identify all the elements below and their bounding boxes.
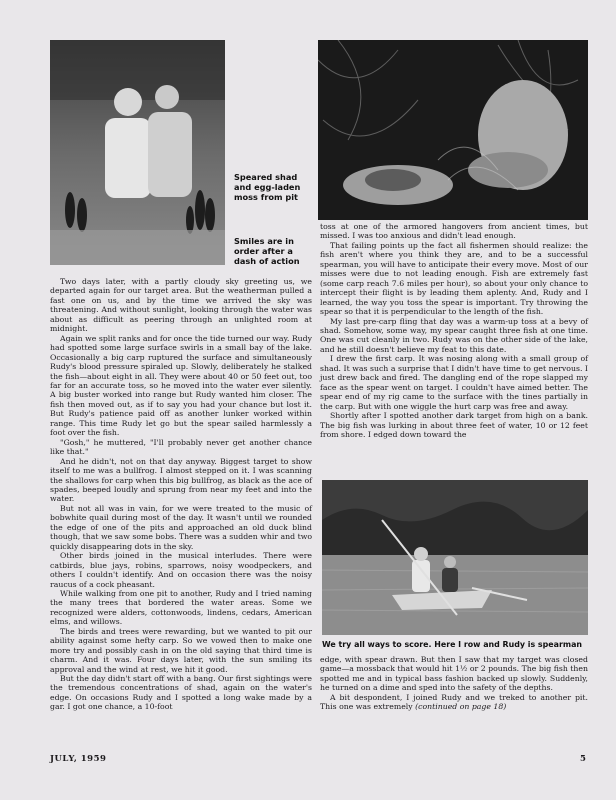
- paragraph: While walking from one pit to another, Rudy and I tried naming the many trees that bordered the water areas. Some we recognized were alders, cottonwoods, lindens, cedars, American elms, and willows.: [50, 588, 312, 627]
- photo-men-with-fish: [50, 40, 225, 265]
- article-column-right-top: [320, 222, 588, 439]
- caption-speared-shad: Speared shad and egg-laden moss from pit: [234, 172, 301, 202]
- photo-hands-with-shad: [318, 40, 588, 220]
- continued-note: (continued on page 18): [415, 702, 507, 712]
- paragraph: But not all was in vain, for we were treated to the music of bobwhite quail during most of the day. It wasn't until we rounded the edge of one of the pits and approached an old duck blind though, that we saw some bobs. There was a sudden whir and two quickly disappearing dots in the sky.: [50, 503, 312, 551]
- paragraph: toss at one of the armored hangovers from ancient times, but missed. I was too anxious and didn't lead enough.: [320, 222, 588, 241]
- paragraph: And he didn't, not on that day anyway. Biggest target to show itself to me was a bullfrog. I almost stepped on it. I was scanning the shallows for carp when this big bullfrog, as black as the ace of spades, beeped loudly and sprung from near my feet and into the water.: [50, 456, 312, 504]
- issue-date: JULY, 1959: [50, 754, 107, 764]
- paragraph: My last pre-carp fling that day was a warm-up toss at a bevy of shad. Somehow, some way, my spear caught three fish at one time. One was cut cleanly in two. Rudy was on the other side of the lake, and he still doesn't believe my feat to this date.: [320, 316, 588, 354]
- photo-boat-rowing: [322, 480, 588, 635]
- caption-smiles: Smiles are in order after a dash of action: [234, 236, 300, 266]
- paragraph: That failing points up the fact all fishermen should realize: the fish aren't where you think they are, and to be a successful spearman, you will have to anticipate their every move. Most of our misses were due to not leading enough. Fish are extremely fast (some carp reach 7.6 miles per hour), so about your only chance to intercept their flight is by leading them aplenty. And, Rudy and I learned, the way you toss the spear is important. Try throwing the spear so that it is perpendicular to the length of the fish.: [320, 240, 588, 317]
- paragraph: I drew the first carp. It was nosing along with a small group of shad. It was such a surprise that I didn't have time to get nervous. I just drew back and fired. The dangling end of the rope slapped my face as the spear went on target. I couldn't have aimed better. The spear end of my rig came to the surface with the tines partially in the carp. But with one wiggle the hurt carp was free and away.: [320, 354, 588, 411]
- caption-boat: We try all ways to score. Here I row and Rudy is spearman: [322, 640, 583, 649]
- article-column-left: [50, 277, 312, 712]
- paragraph: Two days later, with a partly cloudy sky greeting us, we departed again for our target area. But the weatherman pulled a fast one on us, and by the time we arrived the sky was threatening. And without sunlight, looking through the water was about as difficult as peering through an unlighted room at midnight.: [50, 277, 312, 334]
- paragraph: A bit despondent, I joined Rudy and we treked to another pit. This one was extremely (continued on page 18): [320, 692, 588, 712]
- page-number: 5: [580, 754, 587, 764]
- article-column-right-bottom: [320, 655, 588, 712]
- paragraph: Other birds joined in the musical interludes. There were catbirds, blue jays, robins, sparrows, noisy woodpeckers, and others I couldn't identify. And on occasion there was the noisy raucus of a cock pheasant.: [50, 551, 312, 589]
- paragraph: But the day didn't start off with a bang. Our first sightings were the tremendous concentrations of shad, again on the water's edge. On occasions Rudy and I spotted a long wake made by a gar. I got one chance, a 10-foot: [50, 674, 312, 712]
- paragraph: Again we split ranks and for once the tide turned our way. Rudy had spotted some large surface swirls in a small bay of the lake. Occasionally a big carp ruptured the surface and simultaneously Rudy's blood pressure spiraled up. Slowly, deliberately he stalked the fish—about eight in all. They were about 40 or 50 feet out, too far for an accurate toss, so he moved into the water ever silently. A big buster worked into range but Rudy wanted him closer. The fish then moved out, as if to say you had your chance but lost it. But Rudy's patience paid off as another lunker worked within range. This time Rudy let go but the spear sailed harmlessly a foot over the fish.: [50, 333, 312, 438]
- paragraph: edge, with spear drawn. But then I saw that my target was closed game—a mossback that would hit 1½ or 2 pounds. The big fish then spotted me and in typical bass fashion backed up slowly. Suddenly, he turned on a dime and sped into the safety of the depths.: [320, 655, 588, 693]
- paragraph: Shortly after I spotted another dark target from high on a bank. The big fish was lurking in about three feet of water, 10 or 12 feet from shore. I edged down toward the: [320, 411, 588, 439]
- paragraph: "Gosh," he muttered, "I'll probably never get another chance like that.": [50, 437, 312, 457]
- paragraph: The birds and trees were rewarding, but we wanted to pit our ability against some hefty carp. So we vowed then to make one more try and possibly cash in on the old saying that third time is charm. And it was. Four days later, with the sun smiling its approval and the wind at rest, we hit it good.: [50, 626, 312, 674]
